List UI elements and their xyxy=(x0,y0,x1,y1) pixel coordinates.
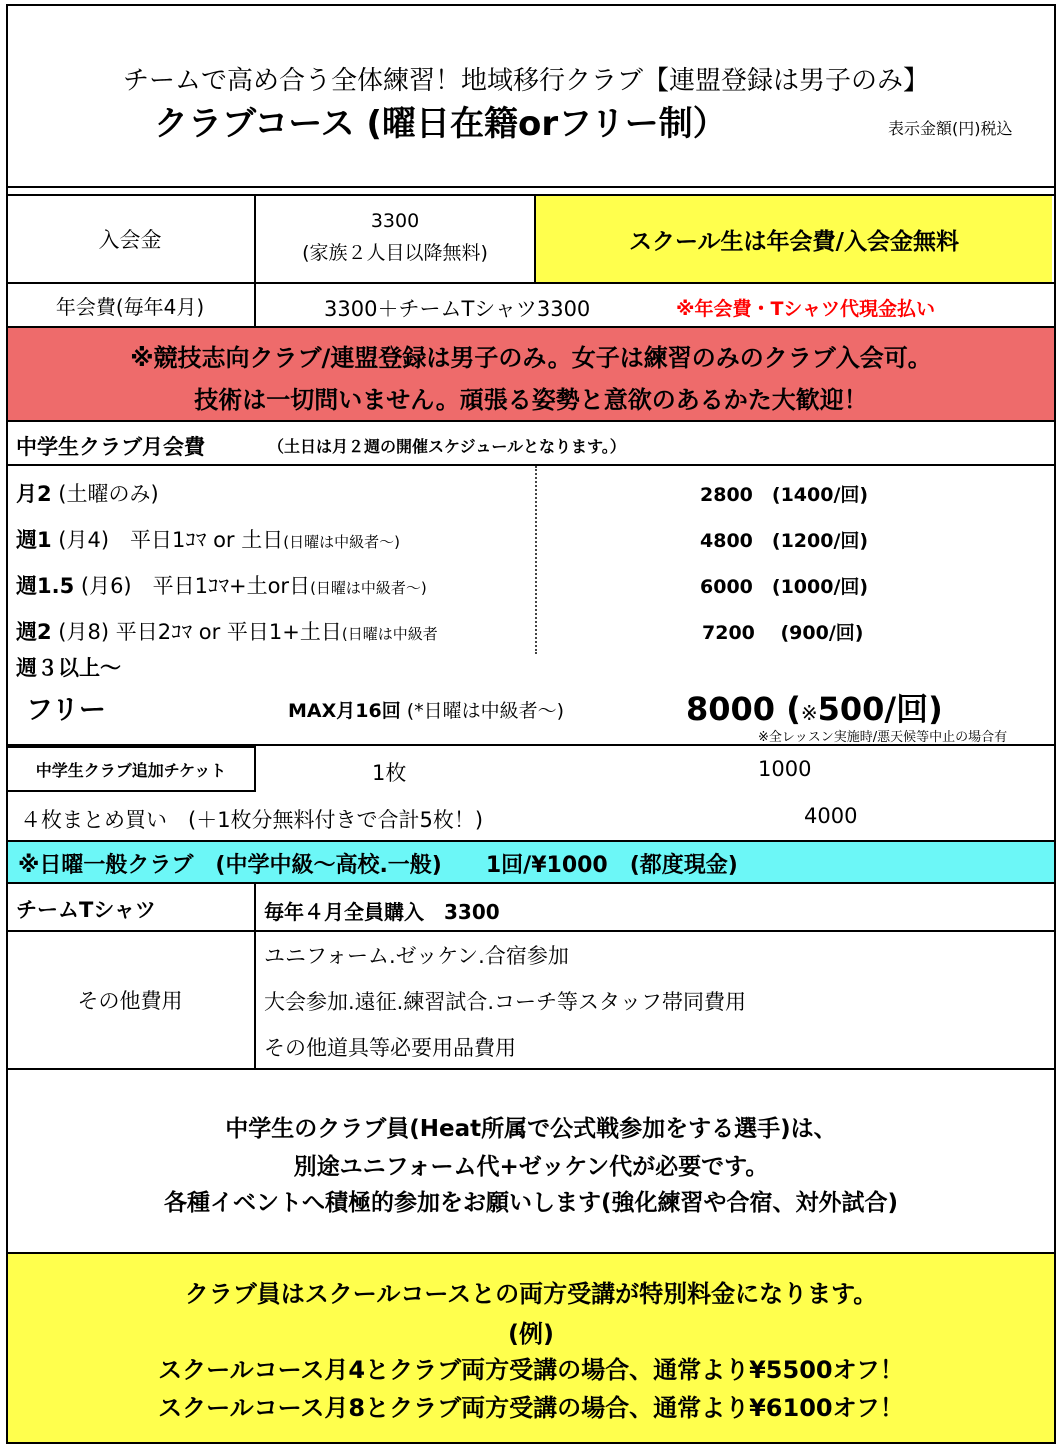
discount-banner xyxy=(6,1254,1056,1444)
plan-note: (日曜は中級者 xyxy=(341,625,438,643)
monthly-row xyxy=(6,608,536,652)
free-plan-max-count: MAX月16回 xyxy=(288,700,401,722)
plan-price: 4800 (1200/回) xyxy=(700,530,869,552)
plan-detail: (月8) 平日2ｺﾏ or 平日1+土日 xyxy=(51,620,342,644)
free-plan-price-tail: 500/回) xyxy=(817,690,943,728)
free-plan-price-mark: ※ xyxy=(800,701,818,725)
enrollment-amount-cell xyxy=(256,196,536,282)
notice-line-1: ※競技志向クラブ/連盟登録は男子のみ。女子は練習のみのクラブ入会可。 xyxy=(130,344,932,372)
other-cost-item: その他道具等必要用品費用 xyxy=(264,1036,516,1060)
plan-detail: (土曜のみ) xyxy=(51,482,159,506)
free-plan-footnote: ※全レッスン実施時/悪天候等中止の場合有 xyxy=(758,730,1008,745)
other-cost-item: ユニフォーム.ゼッケン.合宿参加 xyxy=(264,944,569,968)
plan-frequency: 月2 xyxy=(16,482,52,506)
ticket-qty: 1枚 xyxy=(372,761,407,785)
members-notice-line: 中学生のクラブ員(Heat所属で公式戦参加をする選手)は、 xyxy=(225,1116,837,1142)
plan-desc xyxy=(16,570,427,600)
bulk-ticket-price: 4000 xyxy=(804,804,858,828)
tshirt-label-cell xyxy=(6,884,256,930)
annual-fee-row xyxy=(6,284,1056,328)
plan-frequency: 週1.5 xyxy=(16,574,75,598)
ticket-price: 1000 xyxy=(758,757,812,781)
header-subtitle: チームで高め合う全体練習！地域移行クラブ【連盟登録は男子のみ】 xyxy=(122,66,929,96)
plan-detail: (月4) 平日1ｺﾏ or 土日 xyxy=(51,528,284,552)
header xyxy=(6,4,1056,188)
discount-line: スクールコース月8とクラブ両方受講の場合、通常より¥6100オフ！ xyxy=(158,1394,904,1422)
school-student-free-badge: スクール生は年会費/入会金無料 xyxy=(536,196,1052,282)
enrollment-amount: 3300 xyxy=(370,210,420,232)
free-plan-max xyxy=(288,696,564,723)
discount-line: クラブ員はスクールコースとの両方受講が特別料金になります。 xyxy=(184,1280,878,1308)
other-costs-row xyxy=(6,932,1056,1070)
page-title: クラブコース (曜日在籍orフリー制） xyxy=(154,104,727,144)
ticket-label: 中学生クラブ追加チケット xyxy=(6,746,256,792)
free-plan-max-note: (*日曜は中級者〜) xyxy=(400,700,565,722)
members-notice-line: 別途ユニフォーム代+ゼッケン代が必要です。 xyxy=(293,1154,769,1180)
enrollment-row xyxy=(6,194,1056,284)
tax-note: 表示金額(円)税込 xyxy=(888,119,1013,138)
notice-banner xyxy=(6,328,1056,422)
enrollment-amount-note: (家族２人目以降無料) xyxy=(302,242,488,264)
discount-line: (例) xyxy=(508,1320,554,1348)
monthly-fee-title: 中学生クラブ月会費 xyxy=(16,435,205,459)
monthly-row xyxy=(6,470,1056,514)
monthly-row xyxy=(6,562,1056,606)
ticket-row xyxy=(6,746,1056,794)
tshirt-label: チームTシャツ xyxy=(16,898,156,922)
plan-desc xyxy=(16,616,438,646)
plan-frequency: 週2 xyxy=(16,620,52,644)
plan-note: (日曜は中級者〜) xyxy=(283,533,400,551)
sunday-club-text: ※日曜一般クラブ (中学中級〜高校.一般) 1回/¥1000 (都度現金) xyxy=(18,853,738,878)
plan-frequency: 週1 xyxy=(16,528,52,552)
plan-desc xyxy=(16,524,400,554)
monthly-fee-title-note: （土日は月２週の開催スケジュールとなります。） xyxy=(268,437,626,456)
discount-line: スクールコース月4とクラブ両方受講の場合、通常より¥5500オフ！ xyxy=(158,1356,904,1384)
tshirt-value: 毎年４月全員購入 3300 xyxy=(264,900,500,924)
bulk-ticket-label: ４枚まとめ買い (＋1枚分無料付きで合計5枚！) xyxy=(20,808,484,832)
free-plan-row xyxy=(6,652,1056,746)
members-notice-line: 各種イベントへ積極的参加をお願いします(強化練習や合宿、対外試合) xyxy=(163,1190,899,1216)
free-plan-label: フリー xyxy=(26,695,106,726)
other-costs-label: その他費用 xyxy=(6,932,256,1068)
free-plan-price xyxy=(686,684,943,730)
monthly-fee-header xyxy=(6,422,1056,466)
plan-price: 6000 (1000/回) xyxy=(700,576,869,598)
plan-note: (日曜は中級者〜) xyxy=(310,579,427,597)
free-plan-over: 週３以上〜 xyxy=(16,656,121,680)
plan-detail: (月6) 平日1ｺﾏ+土or日 xyxy=(74,574,311,598)
plan-price: 2800 (1400/回) xyxy=(700,484,869,506)
notice-line-2: 技術は一切問いません。頑張る姿勢と意欲のあるかた大歓迎！ xyxy=(194,386,868,414)
tshirt-row xyxy=(6,884,1056,932)
monthly-row xyxy=(6,516,1056,560)
other-cost-item: 大会参加.遠征.練習試合.コーチ等スタッフ帯同費用 xyxy=(264,990,747,1014)
annual-fee-label: 年会費(毎年4月) xyxy=(6,284,256,326)
plan-price: 7200 (900/回) xyxy=(702,622,864,644)
cash-payment-note: ※年会費・Tシャツ代現金払い xyxy=(676,298,936,320)
enrollment-label: 入会金 xyxy=(6,196,256,282)
plan-desc xyxy=(16,478,159,508)
bulk-ticket-row xyxy=(6,794,1056,840)
sunday-club-banner xyxy=(6,840,1056,884)
free-plan-price-main: 8000 ( xyxy=(686,690,801,728)
annual-fee-value: 3300＋チームTシャツ3300 xyxy=(324,297,591,321)
members-notice xyxy=(6,1070,1056,1254)
